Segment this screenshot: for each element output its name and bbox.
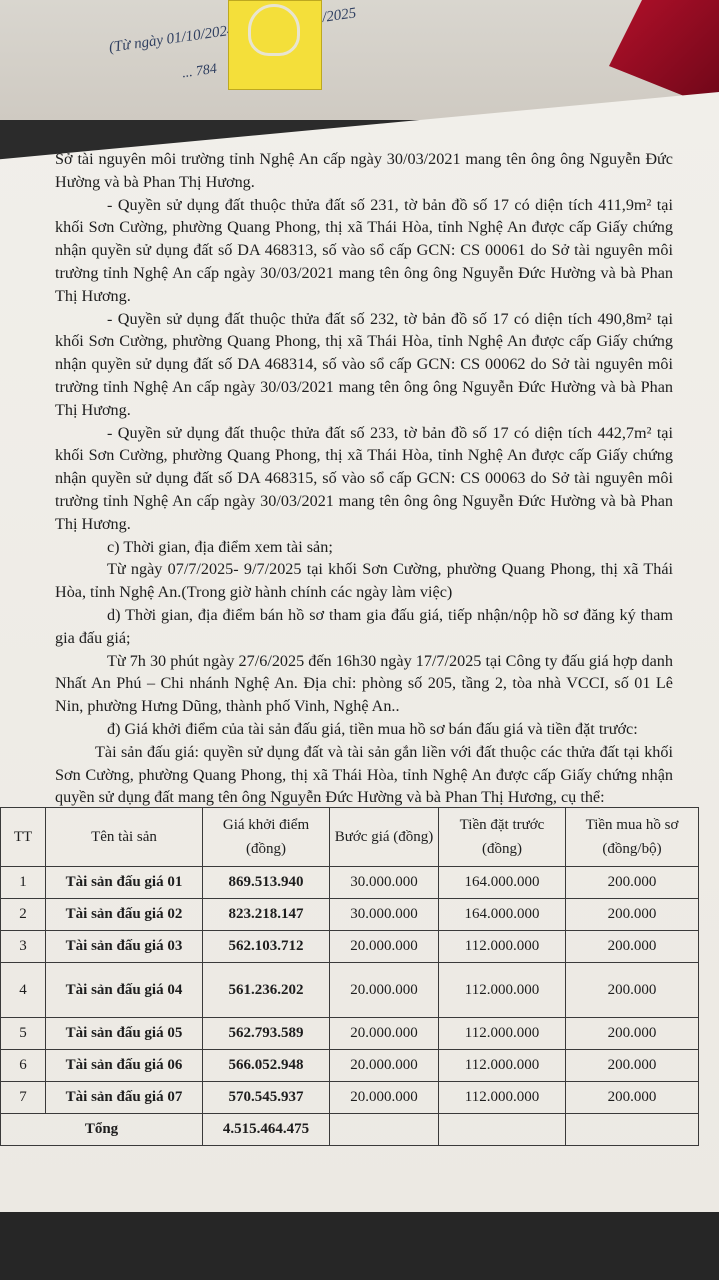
empty-cell	[439, 1114, 566, 1146]
background-paper	[0, 0, 719, 120]
cell-starting-price: 570.545.937	[203, 1082, 330, 1114]
section-dd-heading: đ) Giá khởi điểm của tài sản đấu giá, tiền mua hồ sơ bán đấu giá và tiền đặt trước:	[107, 719, 638, 738]
section-dd-content: Tài sản đấu giá: quyền sử dụng đất và tài sản gắn liền với đất thuộc các thửa đất tại khối Sơn Cường, phường Quang Phong, thị xã Thái Hòa, tỉnh Nghệ An được cấp Giấy chứng nhận quyền sử dụng đất mang tên ông Nguyễn Đức Hường và bà Phan Thị Hương, cụ thể:	[55, 742, 673, 807]
header-handwritten-note: (Từ ngày 01/10/2024 25/6/2025	[108, 5, 358, 56]
cell-price-step: 30.000.000	[330, 899, 439, 931]
cell-starting-price: 562.103.712	[203, 931, 330, 963]
cell-asset-name: Tài sản đấu giá 06	[46, 1050, 203, 1082]
cell-dossier-fee: 200.000	[566, 1018, 699, 1050]
cell-deposit: 164.000.000	[439, 867, 566, 899]
paragraph-plot-231: - Quyền sử dụng đất thuộc thửa đất số 231, tờ bản đồ số 17 có diện tích 411,9m² tại khối Sơn Cường, phường Quang Phong, thị xã Thái Hòa, tỉnh Nghệ An được cấp Giấy chứng nhận quyền sử dụng đất số DA 468313, số vào sổ cấp GCN: CS 00061 do Sở tài nguyên môi trường tỉnh Nghệ An cấp ngày 30/03/2021 mang tên ông ông Nguyễn Đức Hường và bà Phan Thị Hương.	[55, 195, 673, 305]
empty-cell	[330, 1114, 439, 1146]
header-starting-price: Giá khởi điểm (đồng)	[203, 808, 330, 867]
cell-dossier-fee: 200.000	[566, 1050, 699, 1082]
cell-deposit: 112.000.000	[439, 1082, 566, 1114]
section-c-content: Từ ngày 07/7/2025- 9/7/2025 tại khối Sơn Cường, phường Quang Phong, thị xã Thái Hòa, tỉnh Nghệ An.(Trong giờ hành chính các ngày làm việc)	[55, 560, 673, 602]
cell-price-step: 20.000.000	[330, 1082, 439, 1114]
cell-tt: 2	[1, 899, 46, 931]
cell-starting-price: 562.793.589	[203, 1018, 330, 1050]
header-dossier-fee: Tiền mua hồ sơ (đồng/bộ)	[566, 808, 699, 867]
cell-price-step: 20.000.000	[330, 1018, 439, 1050]
cell-dossier-fee: 200.000	[566, 931, 699, 963]
cell-tt: 5	[1, 1018, 46, 1050]
table-header-row	[1, 808, 699, 867]
cell-asset-name: Tài sản đấu giá 02	[46, 899, 203, 931]
cell-asset-name: Tài sản đấu giá 01	[46, 867, 203, 899]
cell-price-step: 20.000.000	[330, 963, 439, 1018]
section-c-heading: c) Thời gian, địa điểm xem tài sản;	[107, 537, 333, 556]
paragraph-1: Sở tài nguyên môi trường tỉnh Nghệ An cấp ngày 30/03/2021 mang tên ông ông Nguyễn Đức Hường và bà Phan Thị Hương.	[55, 150, 673, 191]
cell-asset-name: Tài sản đấu giá 04	[46, 963, 203, 1018]
cell-price-step: 20.000.000	[330, 1050, 439, 1082]
desk-surface	[0, 1212, 719, 1280]
paragraph-plot-232: - Quyền sử dụng đất thuộc thửa đất số 232, tờ bản đồ số 17 có diện tích 490,8m² tại khối Sơn Cường, phường Quang Phong, thị xã Thái Hòa, tỉnh Nghệ An được cấp Giấy chứng nhận quyền sử dụng đất số DA 468314, số vào sổ cấp GCN: CS 00062 do Sở tài nguyên môi trường tỉnh Nghệ An cấp ngày 30/03/2021 mang tên ông ông Nguyễn Đức Hường và bà Phan Thị Hương.	[55, 309, 673, 419]
cell-asset-name: Tài sản đấu giá 07	[46, 1082, 203, 1114]
header-price-step: Bước giá (đồng)	[330, 808, 439, 867]
cell-tt: 3	[1, 931, 46, 963]
cell-dossier-fee: 200.000	[566, 1082, 699, 1114]
header-tt: TT	[1, 808, 46, 867]
table-row	[1, 899, 699, 931]
cell-tt: 1	[1, 867, 46, 899]
cell-deposit: 112.000.000	[439, 963, 566, 1018]
cell-asset-name: Tài sản đấu giá 05	[46, 1018, 203, 1050]
cell-dossier-fee: 200.000	[566, 963, 699, 1018]
cell-deposit: 112.000.000	[439, 931, 566, 963]
cell-dossier-fee: 200.000	[566, 899, 699, 931]
table-row	[1, 1018, 699, 1050]
header-asset-name: Tên tài sản	[46, 808, 203, 867]
cell-tt: 7	[1, 1082, 46, 1114]
header-deposit: Tiền đặt trước (đồng)	[439, 808, 566, 867]
empty-cell	[566, 1114, 699, 1146]
cell-price-step: 30.000.000	[330, 867, 439, 899]
cell-deposit: 112.000.000	[439, 1050, 566, 1082]
table-row	[1, 1050, 699, 1082]
cell-deposit: 164.000.000	[439, 899, 566, 931]
cell-starting-price: 869.513.940	[203, 867, 330, 899]
paragraph-plot-233: - Quyền sử dụng đất thuộc thửa đất số 233, tờ bản đồ số 17 có diện tích 442,7m² tại khối Sơn Cường, phường Quang Phong, thị xã Thái Hòa, tỉnh Nghệ An được cấp Giấy chứng nhận quyền sử dụng đất số DA 468315, số vào sổ cấp GCN: CS 00063 do Sở tài nguyên môi trường tỉnh Nghệ An cấp ngày 30/03/2021 mang tên ông ông Nguyễn Đức Hường và bà Phan Thị Hương.	[55, 423, 673, 533]
cell-dossier-fee: 200.000	[566, 867, 699, 899]
table-row	[1, 867, 699, 899]
cell-starting-price: 561.236.202	[203, 963, 330, 1018]
auction-assets-table	[0, 807, 699, 1146]
table-row	[1, 1082, 699, 1114]
cell-price-step: 20.000.000	[330, 931, 439, 963]
cell-starting-price: 566.052.948	[203, 1050, 330, 1082]
cell-tt: 6	[1, 1050, 46, 1082]
total-value: 4.515.464.475	[203, 1114, 330, 1146]
header-number: ... 784	[181, 61, 218, 82]
cell-deposit: 112.000.000	[439, 1018, 566, 1050]
table-row	[1, 931, 699, 963]
section-d-content: Từ 7h 30 phút ngày 27/6/2025 đến 16h30 ngày 17/7/2025 tại Công ty đấu giá hợp danh Nhất An Phú – Chi nhánh Nghệ An. Địa chỉ: phòng số 205, tầng 2, tòa nhà VCCI, số 01 Lê Nin, phường Hưng Dũng, thành phố Vinh, Nghệ An..	[55, 651, 673, 716]
table-row	[1, 963, 699, 1018]
cell-starting-price: 823.218.147	[203, 899, 330, 931]
clip-wire-icon	[248, 4, 300, 56]
table-total-row	[1, 1114, 699, 1146]
cell-asset-name: Tài sản đấu giá 03	[46, 931, 203, 963]
section-d-heading: d) Thời gian, địa điểm bán hồ sơ tham gia đấu giá, tiếp nhận/nộp hồ sơ đăng ký tham gia đấu giá;	[55, 605, 673, 647]
cell-tt: 4	[1, 963, 46, 1018]
document-body	[55, 148, 673, 809]
total-label: Tổng	[1, 1114, 203, 1146]
